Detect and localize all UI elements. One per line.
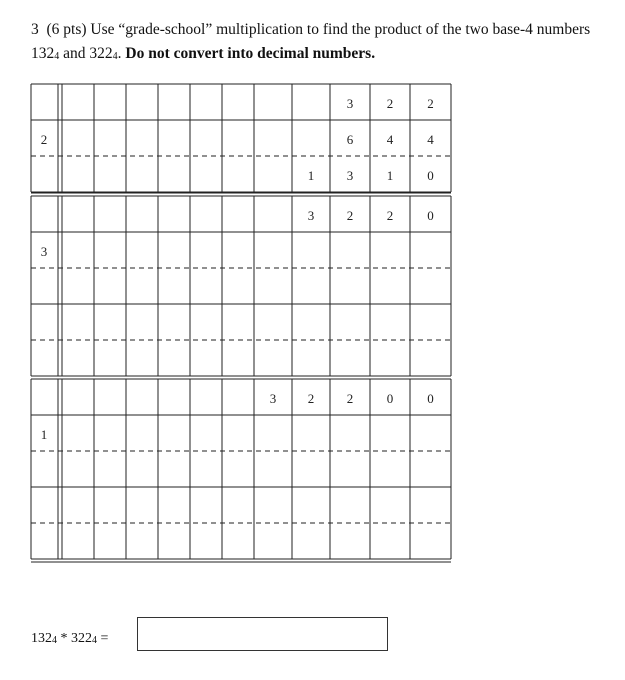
partial-product-digit: 0 <box>427 168 434 183</box>
multiplier-digit: 1 <box>40 427 48 442</box>
shifted-row-digit: 3 <box>307 208 315 223</box>
base-subscript: 4 <box>54 51 60 62</box>
partial-product-digit: 1 <box>307 168 315 183</box>
partial-product-digit: 1 <box>386 168 394 183</box>
shifted-row-digit: 0 <box>427 208 434 223</box>
carry-digit: 4 <box>427 132 434 147</box>
shifted-row-digit: 0 <box>427 391 434 406</box>
multiplier-digit: 2 <box>40 132 48 147</box>
answer-input-box[interactable] <box>137 617 388 651</box>
carry-digit: 6 <box>346 132 354 147</box>
shifted-row-digit: 2 <box>346 208 354 223</box>
partial-product-digit: 3 <box>346 168 354 183</box>
answer-label: $132_4 * 322_4$ = <box>31 631 109 646</box>
question-number: 3 <box>31 21 39 38</box>
question-instruction: Do not convert into decimal numbers. <box>125 45 376 62</box>
shifted-row-digit: 2 <box>346 391 354 406</box>
shifted-row-digit: 2 <box>307 391 315 406</box>
question-points: (6 pts) <box>46 21 87 38</box>
question-text-c: . <box>117 45 126 62</box>
carry-digit: 4 <box>386 132 394 147</box>
shifted-row-digit: 2 <box>386 208 394 223</box>
multiplicand-digit: 2 <box>386 96 394 111</box>
question-text-a: Use “grade-school” multiplication to find the product of the two base-4 numbers 132 <box>31 21 591 62</box>
multiplier-digit: 3 <box>40 244 48 259</box>
base-subscript: 4 <box>112 51 118 62</box>
multiplicand-digit: 2 <box>427 96 434 111</box>
question-text-b: and 322 <box>59 45 113 62</box>
shifted-row-digit: 3 <box>269 391 277 406</box>
multiplicand-digit: 3 <box>346 96 354 111</box>
shifted-row-digit: 0 <box>386 391 394 406</box>
